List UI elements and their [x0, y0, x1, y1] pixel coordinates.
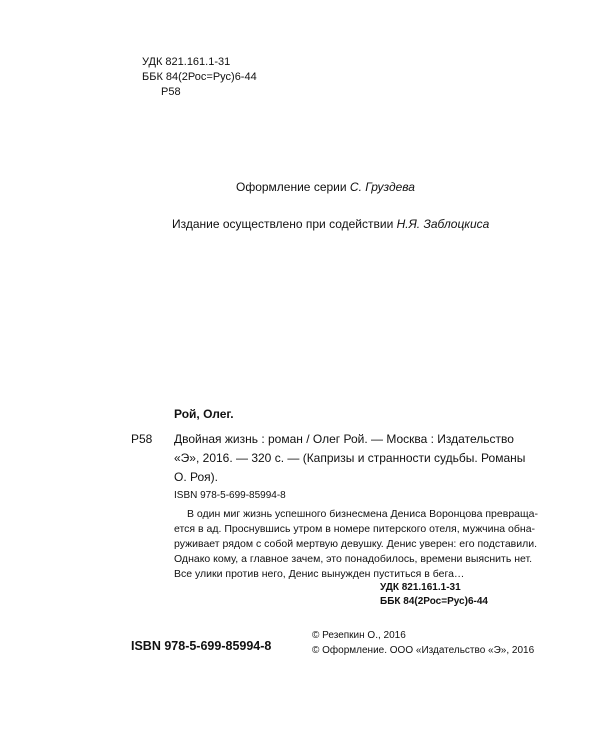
bbk-code: ББК 84(2Рос=Рус)6-44 — [142, 71, 257, 83]
copyright-line: © Резепкин О., 2016 — [312, 630, 406, 641]
annotation-line: Все улики против него, Денис вынужден пуститься в бега… — [174, 568, 465, 580]
edition-prefix: Издание осуществлено при содействии — [172, 217, 394, 231]
catalog-description-line: «Э», 2016. — 320 с. — (Капризы и странности судьбы. Романы — [174, 451, 526, 465]
udk-code: УДК 821.161.1-31 — [142, 56, 231, 68]
catalog-bbk: ББК 84(2Рос=Рус)6-44 — [380, 596, 488, 607]
catalog-author-heading: Рой, Олег. — [174, 407, 234, 421]
series-designer-name: С. Груздева — [349, 180, 415, 194]
annotation-line: Однако кому, а главное зачем, это понадобилось, времени выяснить нет. — [174, 553, 533, 565]
edition-assistant-name: Н.Я. Заблоцкиса — [396, 217, 490, 231]
author-mark: Р58 — [161, 86, 181, 98]
annotation-line: В один миг жизнь успешного бизнесмена Дениса Воронцова превраща- — [187, 508, 538, 520]
copyright-line: © Оформление. ООО «Издательство «Э», 2016 — [312, 645, 535, 656]
annotation-line: ется в ад. Проснувшись утром в номере питерского отеля, мужчина обна- — [174, 523, 536, 535]
catalog-description-line: О. Роя). — [174, 470, 218, 484]
catalog-isbn: ISBN 978-5-699-85994-8 — [174, 490, 286, 501]
series-design-credit — [236, 180, 415, 194]
edition-credit — [172, 217, 489, 231]
footer-isbn: ISBN 978-5-699-85994-8 — [131, 639, 272, 653]
series-design-prefix: Оформление серии — [236, 180, 347, 194]
catalog-description-line: Двойная жизнь : роман / Олег Рой. — Москва : Издательство — [174, 432, 514, 446]
catalog-author-mark: Р58 — [131, 432, 153, 446]
catalog-udk: УДК 821.161.1-31 — [380, 582, 461, 593]
annotation-line: руживает рядом с собой мертвую девушку. Денис уверен: его подставили. — [174, 538, 538, 550]
